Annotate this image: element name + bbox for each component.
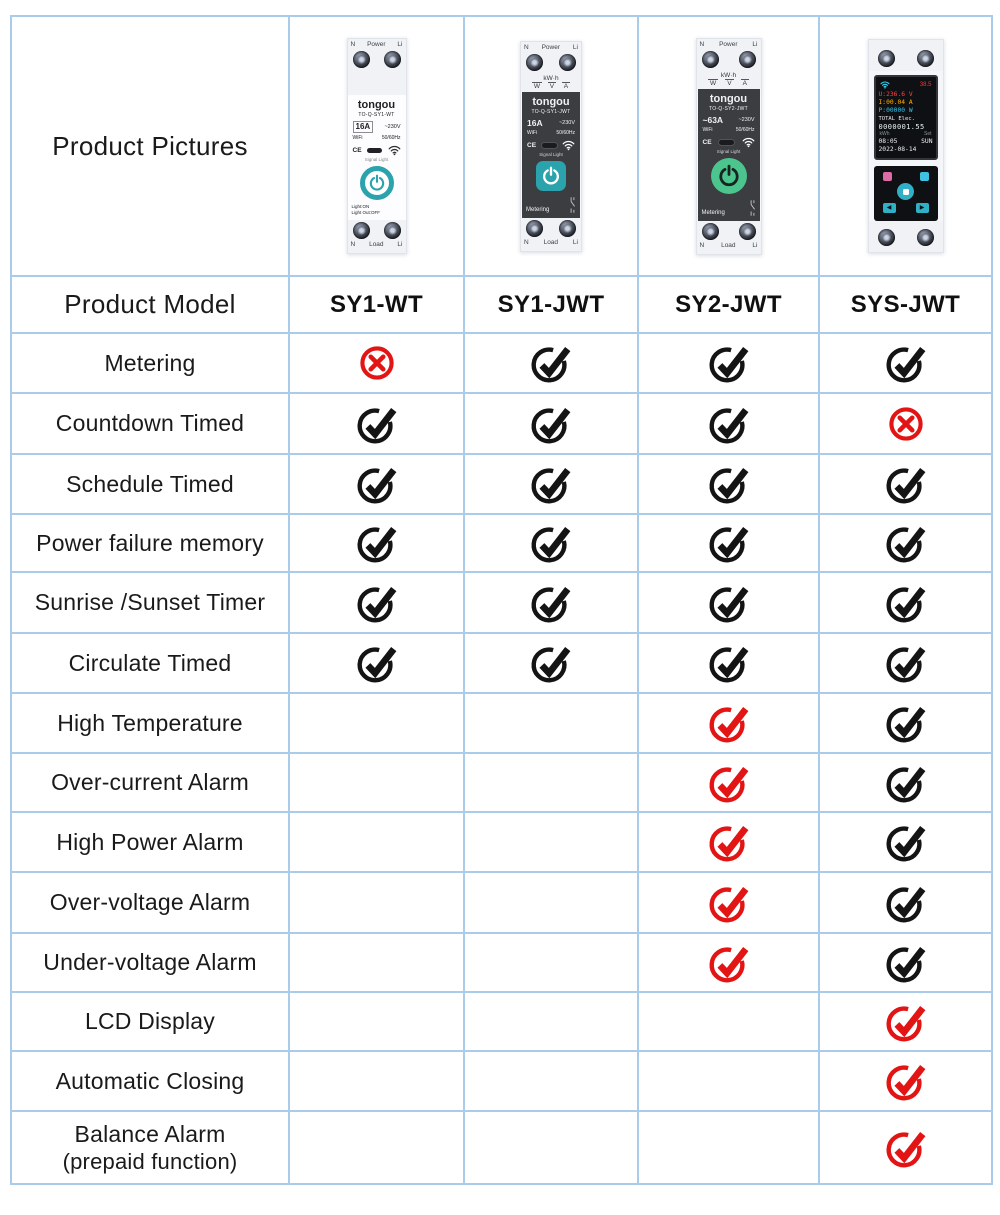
product-pictures-row (11, 16, 992, 276)
feature-row (11, 393, 992, 454)
signal-light-label: Signal Light (364, 157, 389, 162)
model-code: TO-Q-SY1-JWT (531, 108, 571, 115)
feature-cell (464, 572, 638, 633)
feature-label: LCD Display (11, 992, 289, 1051)
check-icon (528, 461, 574, 507)
feature-label: Over-voltage Alarm (11, 872, 289, 933)
feature-cell (289, 333, 464, 393)
feature-cell (289, 514, 464, 572)
feature-cell (289, 693, 464, 753)
feature-cell (638, 514, 819, 572)
check-icon (354, 640, 400, 686)
feature-cell (819, 572, 992, 633)
screw-icon (878, 50, 895, 67)
feature-cell (819, 514, 992, 572)
model-name: SY1-WT (289, 276, 464, 333)
feature-label: Under-voltage Alarm (11, 933, 289, 992)
right-arrow-button-icon: ▶ (916, 203, 929, 213)
wifi-icon (388, 145, 401, 156)
feature-cell (289, 633, 464, 693)
brand-logo: tongou (357, 99, 396, 111)
check-icon (706, 819, 752, 865)
wifi-icon (562, 140, 575, 151)
ok-button-icon (897, 183, 914, 200)
wifi-icon (880, 81, 890, 89)
feature-row (11, 812, 992, 872)
terminal-label: N (699, 241, 705, 249)
feature-row (11, 1051, 992, 1111)
product-pictures-label: Product Pictures (11, 16, 289, 276)
left-arrow-button-icon: ◀ (883, 203, 896, 213)
breaker-top (521, 42, 581, 92)
feature-cell (464, 992, 638, 1051)
terminal-label: N (524, 43, 529, 51)
check-icon (883, 520, 929, 566)
feature-cell (638, 393, 819, 454)
check-icon (706, 700, 752, 746)
wifi-label: WiFi (352, 135, 363, 141)
amp-rating: 16A (527, 117, 543, 128)
ce-mark: CE (352, 147, 362, 154)
meter-unit-label: kW·h (720, 71, 737, 79)
feature-label: Automatic Closing (11, 1051, 289, 1111)
feature-cell (464, 753, 638, 812)
breaker-bottom (521, 218, 581, 251)
volt-rating: ~230V (738, 116, 755, 123)
feature-row (11, 753, 992, 812)
feature-cell (464, 872, 638, 933)
feature-cell (289, 1111, 464, 1184)
feature-row (11, 572, 992, 633)
meter-mark: A (742, 79, 747, 87)
lcd-voltage: U:236.6 V (878, 91, 913, 98)
feature-row (11, 872, 992, 933)
check-icon (883, 760, 929, 806)
meter-mark: A (563, 82, 569, 90)
check-icon (883, 940, 929, 986)
model-code: TO-Q-SY1-WT (358, 112, 395, 118)
feature-row (11, 514, 992, 572)
amp-rating: ~63A (702, 114, 724, 125)
breaker-top (697, 39, 761, 89)
meter-unit-label: kW·h (543, 74, 559, 82)
check-icon (706, 640, 752, 686)
volt-rating: ~230V (558, 119, 575, 126)
screw-icon (917, 229, 934, 246)
check-icon (528, 520, 574, 566)
screw-icon (917, 50, 934, 67)
signal-light-label: Signal Light (716, 148, 741, 154)
feature-label: Circulate Timed (11, 633, 289, 693)
check-icon (883, 1058, 929, 1104)
feature-label: Sunrise /Sunset Timer (11, 572, 289, 633)
screw-icon (878, 229, 895, 246)
lcd-display (874, 75, 938, 160)
model-code: TO-Q-SY2-JWT (708, 105, 749, 112)
feature-cell (819, 333, 992, 393)
model-name: SY2-JWT (638, 276, 819, 333)
terminal-label: N (350, 241, 356, 248)
feature-row (11, 454, 992, 514)
terminal-label: Li (752, 40, 758, 48)
feature-label: Balance Alarm (prepaid function) (11, 1111, 289, 1184)
lcd-total-label: TOTAL Elec. (878, 116, 915, 122)
product-picture-cell (819, 16, 992, 276)
power-button-icon (360, 166, 394, 200)
feature-cell (819, 693, 992, 753)
freq-label: 50/60Hz (735, 126, 755, 133)
feature-cell (819, 633, 992, 693)
feature-cell (289, 753, 464, 812)
feature-cell (819, 1051, 992, 1111)
check-icon (883, 700, 929, 746)
volt-rating: ~230V (384, 124, 401, 130)
screw-icon (739, 51, 756, 68)
feature-row (11, 1111, 992, 1184)
check-icon (354, 461, 400, 507)
product-image-sy1-jwt (520, 41, 582, 252)
check-icon (528, 340, 574, 386)
cross-icon (886, 404, 926, 444)
terminal-label: Li (752, 241, 758, 249)
cross-icon (357, 343, 397, 383)
screw-icon (353, 51, 370, 68)
check-icon (883, 340, 929, 386)
breaker-top (348, 39, 406, 95)
feature-cell (289, 393, 464, 454)
check-icon (528, 401, 574, 447)
feature-cell (464, 693, 638, 753)
meter-mark: V (549, 82, 555, 90)
meter-mark: V (727, 79, 732, 87)
feature-cell (289, 933, 464, 992)
terminal-label: Load (369, 241, 384, 248)
feature-cell (819, 454, 992, 514)
check-icon (706, 520, 752, 566)
screw-icon (559, 54, 576, 71)
model-name: SY1-JWT (464, 276, 638, 333)
circuit-diagram-icon (569, 197, 576, 213)
check-icon (883, 999, 929, 1045)
screw-icon (526, 54, 543, 71)
screw-icon (353, 222, 370, 239)
check-icon (354, 520, 400, 566)
power-button-icon (711, 158, 747, 194)
feature-label: High Power Alarm (11, 812, 289, 872)
feature-cell (289, 812, 464, 872)
feature-label: Metering (11, 333, 289, 393)
terminal-label: Power (367, 41, 386, 48)
feature-label: High Temperature (11, 693, 289, 753)
terminal-label: N (350, 41, 356, 48)
feature-cell (464, 933, 638, 992)
terminal-label: Power (541, 43, 561, 51)
feature-cell (464, 1111, 638, 1184)
screw-icon (384, 222, 401, 239)
terminal-label: Load (721, 241, 736, 249)
meter-mark: W (710, 79, 717, 87)
screw-icon (702, 223, 719, 240)
feature-cell (819, 393, 992, 454)
wifi-label: WiFi (702, 126, 713, 133)
feature-cell (638, 572, 819, 633)
feature-row (11, 693, 992, 753)
feature-cell (638, 812, 819, 872)
feature-row (11, 333, 992, 393)
feature-cell (464, 333, 638, 393)
feature-cell (819, 872, 992, 933)
check-icon (883, 880, 929, 926)
signal-light-window (542, 143, 557, 148)
breaker-top (869, 40, 943, 71)
wifi-label: WiFi (527, 129, 537, 136)
check-icon (883, 580, 929, 626)
freq-label: 50/60Hz (556, 129, 575, 136)
signal-light-window (367, 148, 382, 153)
product-image-sy2-jwt (696, 38, 762, 255)
check-icon (354, 580, 400, 626)
feature-cell (819, 812, 992, 872)
lcd-day: SUN (921, 138, 933, 145)
feature-row (11, 933, 992, 992)
signal-light-label: Signal Light (539, 151, 563, 157)
check-icon (883, 461, 929, 507)
ce-mark: CE (527, 141, 537, 149)
brand-logo: tongou (709, 92, 748, 105)
button-panel (874, 166, 938, 221)
check-icon (706, 760, 752, 806)
feature-cell (464, 812, 638, 872)
amp-rating: 16A (353, 121, 374, 133)
metering-note: Metering (526, 206, 550, 213)
product-model-row (11, 276, 992, 333)
check-icon (528, 580, 574, 626)
breaker-bottom (869, 221, 943, 252)
feature-label: Countdown Timed (11, 393, 289, 454)
product-picture-cell (464, 16, 638, 276)
screw-icon (739, 223, 756, 240)
lcd-set-label: Set (923, 131, 932, 137)
product-picture-cell (289, 16, 464, 276)
check-icon (706, 340, 752, 386)
feature-cell (638, 693, 819, 753)
terminal-label: N (524, 238, 529, 246)
screw-icon (384, 51, 401, 68)
feature-row (11, 992, 992, 1051)
metering-note: Metering (701, 209, 725, 216)
lcd-date: 2022-08-14 (878, 146, 917, 153)
check-icon (706, 401, 752, 447)
check-icon (706, 940, 752, 986)
lcd-time: 08:05 (878, 138, 898, 145)
power-button-icon (536, 161, 566, 191)
feature-label: Power failure memory (11, 514, 289, 572)
feature-cell (464, 514, 638, 572)
feature-cell (819, 992, 992, 1051)
feature-cell (464, 1051, 638, 1111)
lcd-temp-value: 38.5 (919, 82, 932, 88)
terminal-label: N (699, 40, 705, 48)
feature-label: Over-current Alarm (11, 753, 289, 812)
lcd-power: P:00000 W (878, 107, 913, 114)
product-image-sys-jwt (868, 39, 944, 253)
lcd-total-value: 0000001.55 (878, 123, 925, 131)
feature-cell (638, 992, 819, 1051)
feature-cell (638, 753, 819, 812)
feature-cell (464, 393, 638, 454)
feature-label: Schedule Timed (11, 454, 289, 514)
breaker-bottom (697, 221, 761, 254)
terminal-label: Power (719, 40, 738, 48)
pink-button-icon (883, 172, 892, 181)
feature-cell (289, 1051, 464, 1111)
feature-cell (638, 872, 819, 933)
blue-button-icon (920, 172, 929, 181)
product-picture-cell (638, 16, 819, 276)
comparison-table (10, 15, 993, 1185)
screw-icon (702, 51, 719, 68)
brand-logo: tongou (532, 95, 570, 108)
feature-cell (638, 933, 819, 992)
terminal-label: Li (572, 43, 578, 51)
feature-cell (464, 633, 638, 693)
wifi-icon (742, 137, 755, 148)
feature-cell (638, 1111, 819, 1184)
product-model-label: Product Model (11, 276, 289, 333)
product-image-sy1-wt (347, 38, 407, 254)
check-icon (528, 640, 574, 686)
terminal-label: Li (397, 41, 403, 48)
terminal-label: Load (543, 238, 559, 246)
check-icon (706, 461, 752, 507)
freq-label: 50/60Hz (381, 135, 401, 141)
check-icon (706, 880, 752, 926)
terminal-label: Li (572, 238, 578, 246)
meter-mark: W (533, 82, 540, 90)
feature-cell (819, 753, 992, 812)
feature-cell (638, 1051, 819, 1111)
model-name: SYS-JWT (819, 276, 992, 333)
check-icon (706, 580, 752, 626)
check-icon (354, 401, 400, 447)
feature-cell (464, 454, 638, 514)
feature-cell (638, 633, 819, 693)
lcd-current: I:00.04 A (878, 99, 913, 106)
feature-cell (289, 454, 464, 514)
breaker-bottom (348, 220, 406, 253)
screw-icon (559, 220, 576, 237)
screw-icon (526, 220, 543, 237)
feature-cell (819, 1111, 992, 1184)
terminal-label: Li (397, 241, 403, 248)
feature-cell (638, 454, 819, 514)
light-on-note: Light:ON (351, 204, 370, 209)
feature-cell (289, 992, 464, 1051)
check-icon (883, 1125, 929, 1171)
check-icon (883, 640, 929, 686)
signal-light-window (719, 140, 734, 145)
lcd-unit-label: kWh (879, 131, 890, 137)
circuit-diagram-icon (749, 200, 756, 216)
feature-cell (819, 933, 992, 992)
ce-mark: CE (702, 138, 712, 146)
check-icon (883, 819, 929, 865)
light-off-note: Light Out:OFF (351, 209, 381, 215)
feature-cell (289, 872, 464, 933)
feature-cell (638, 333, 819, 393)
feature-row (11, 633, 992, 693)
feature-cell (289, 572, 464, 633)
